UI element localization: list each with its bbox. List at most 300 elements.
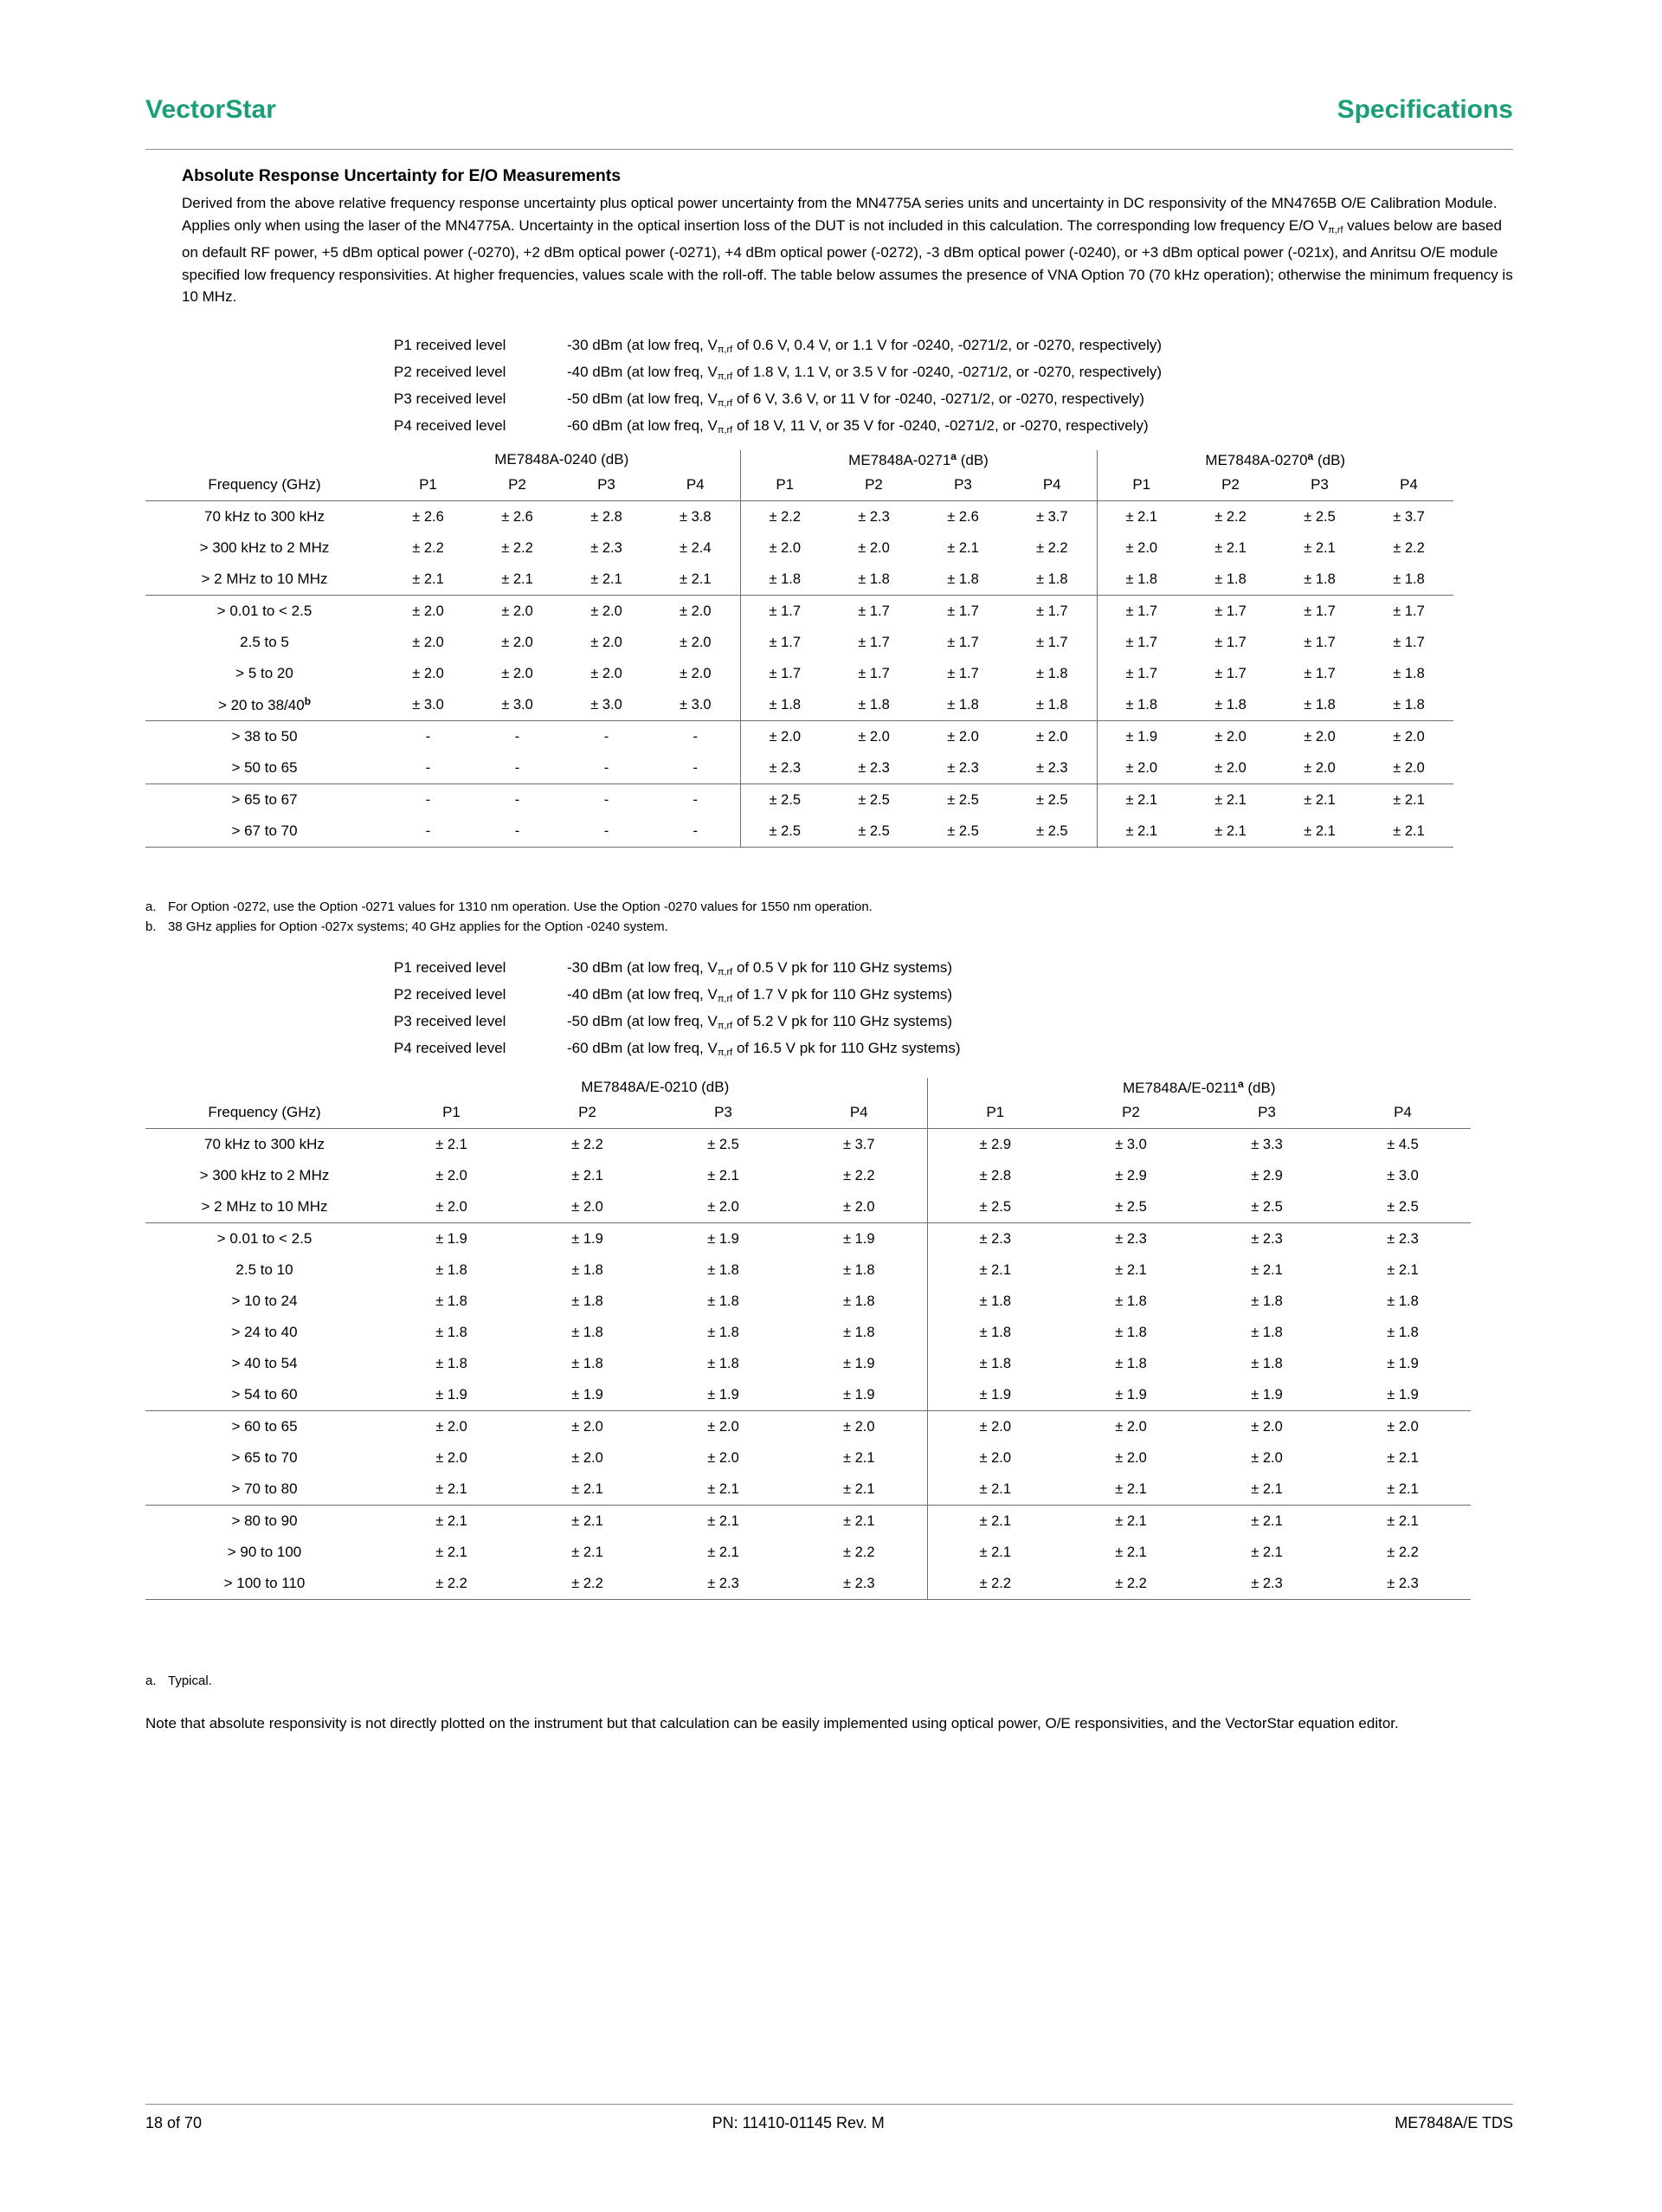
table-row <box>145 564 1453 596</box>
table-cell: ± 2.1 <box>383 564 473 596</box>
spec-table <box>145 1078 1471 1600</box>
table-cell: ± 2.3 <box>1251 1230 1283 1247</box>
table-cell: ± 1.7 <box>1097 596 1186 628</box>
table-cell: ± 1.7 <box>1393 603 1425 619</box>
received-level-label: P2 received level <box>394 364 506 380</box>
table-group-header: ME7848A/E-0210 (dB) <box>581 1079 730 1095</box>
table-cell: ± 1.8 <box>927 1348 1063 1379</box>
table-cell: ± 4.5 <box>1387 1136 1419 1152</box>
table-cell: ± 2.1 <box>383 1474 519 1506</box>
table-cell: ± 2.9 <box>1115 1167 1147 1183</box>
table-cell: ± 3.0 <box>473 689 562 721</box>
table-cell: ± 2.5 <box>858 791 890 808</box>
table-column-header: P4 <box>651 469 740 501</box>
table-cell: ± 2.2 <box>519 1568 655 1600</box>
table-frequency-cell: > 54 to 60 <box>145 1379 383 1411</box>
table-cell: ± 3.7 <box>1035 508 1068 525</box>
received-level-value: -30 dBm (at low freq, $V_{\pi,rf}$ of 0.5 V pk for 110 GHz systems) <box>567 959 953 977</box>
table-row <box>145 1537 1471 1568</box>
table-cell: ± 1.9 <box>927 1379 1063 1411</box>
table-cell: ± 2.0 <box>655 1191 791 1223</box>
received-level-value: -30 dBm (at low freq, $V_{\pi,rf}$ of 0.6 V, 0.4 V, or 1.1 V for -0240, -0271/2, or -0270, respectively) <box>567 337 1163 355</box>
table-cell: ± 2.0 <box>842 1418 875 1435</box>
table-cell: ± 2.0 <box>571 1449 603 1466</box>
table-cell: ± 1.8 <box>1115 1324 1147 1340</box>
table-cell: ± 2.5 <box>918 816 1008 848</box>
table-cell: ± 1.7 <box>1214 634 1246 650</box>
table-cell: ± 2.0 <box>501 634 533 650</box>
table-cell: ± 1.8 <box>1251 1324 1283 1340</box>
table-cell: ± 2.1 <box>651 564 740 596</box>
table-frequency-cell: > 300 kHz to 2 MHz <box>199 1167 330 1183</box>
table-cell: ± 2.1 <box>1097 784 1186 816</box>
table-cell: ± 1.9 <box>1199 1379 1335 1411</box>
table-cell: ± 2.1 <box>791 1474 927 1506</box>
table-cell: - <box>562 752 651 784</box>
table-cell: ± 2.3 <box>1335 1568 1471 1600</box>
closing-note: Note that absolute responsivity is not directly plotted on the instrument but that calculation can be easily implemented using optical power, O/E responsivities, and the VectorStar equation editor. <box>145 1715 1399 1732</box>
table-cell: - <box>603 728 609 745</box>
table-cell: ± 2.1 <box>1335 1474 1471 1506</box>
table-cell: ± 2.1 <box>1063 1474 1199 1506</box>
table-column-header: P2 <box>519 1097 655 1129</box>
table-row <box>145 1129 1471 1161</box>
table-cell: ± 1.7 <box>1097 627 1186 658</box>
table-cell: ± 2.1 <box>1115 1512 1147 1529</box>
table-column-header: P1 <box>740 469 829 501</box>
section-title-header: Specifications <box>1337 95 1513 124</box>
page-header <box>145 95 1513 125</box>
table-cell: ± 2.1 <box>1199 1474 1335 1506</box>
table-frequency-cell: > 5 to 20 <box>235 665 293 681</box>
table-column-header: P4 <box>1335 1097 1471 1129</box>
footnote-marker: b. <box>145 919 157 934</box>
table-cell: ± 2.2 <box>842 1544 875 1560</box>
table-column-header: P1 <box>927 1097 1063 1129</box>
table-cell: ± 1.8 <box>1186 564 1275 596</box>
footer-divider <box>145 2104 1513 2105</box>
table-cell: ± 2.0 <box>571 1418 603 1435</box>
table-cell: ± 1.9 <box>1335 1379 1471 1411</box>
table-cell: ± 2.2 <box>571 1136 603 1152</box>
table-cell: ± 2.3 <box>1115 1230 1147 1247</box>
table-cell: ± 2.1 <box>1251 1261 1283 1278</box>
table-cell: ± 2.2 <box>1387 1544 1419 1560</box>
table-cell: ± 2.1 <box>1304 791 1336 808</box>
table-cell: ± 2.1 <box>927 1537 1063 1568</box>
table-cell: - <box>603 791 609 808</box>
received-level-label: P1 received level <box>394 337 506 353</box>
table-cell: ± 1.8 <box>1364 564 1453 596</box>
footer-page-number: 18 of 70 <box>145 2114 203 2131</box>
table-cell: ± 2.1 <box>927 1506 1063 1538</box>
table-cell: ± 1.7 <box>740 658 829 689</box>
table-cell: ± 2.1 <box>947 539 979 556</box>
table-cell: ± 2.1 <box>842 1449 875 1466</box>
table-cell: ± 2.1 <box>707 1167 739 1183</box>
table-cell: ± 1.9 <box>707 1230 739 1247</box>
table-cell: ± 1.9 <box>1063 1379 1199 1411</box>
received-level-row <box>394 957 961 983</box>
table-cell: ± 1.8 <box>1393 665 1425 681</box>
table-frequency-cell: > 65 to 70 <box>231 1449 298 1466</box>
table-frequency-cell: > 60 to 65 <box>231 1418 298 1435</box>
table-cell: ± 2.2 <box>412 539 444 556</box>
table-cell: ± 1.7 <box>858 603 890 619</box>
table-cell: ± 1.7 <box>1214 603 1246 619</box>
table-cell: ± 2.1 <box>1097 501 1186 533</box>
table-cell: ± 1.8 <box>571 1261 603 1278</box>
table-cell: ± 2.1 <box>473 564 562 596</box>
table-cell: ± 2.0 <box>1251 1418 1283 1435</box>
intro-text-part2: values below are based on default RF power, +5 dBm optical power (-0270), +2 dBm optical power (-0271), +4 dBm optical power (-0272), -3 dBm optical power (-0240), or +3 dBm optical power (-021x), and Anritsu O/E module specified low frequency responsivities. At higher frequencies, values scale with the roll-off. The table below assumes the presence of VNA Option 70 (70 kHz operation); otherwise the minimum frequency is 10 MHz. <box>182 216 1513 305</box>
table-cell: ± 2.5 <box>927 1191 1063 1223</box>
table-cell: ± 2.3 <box>858 508 890 525</box>
table-cell: - <box>473 752 562 784</box>
received-levels-block-1 <box>394 334 1162 442</box>
received-level-label: P4 received level <box>394 417 506 434</box>
table-group-header: ME7848A-0270$^a$ (dB) <box>1097 450 1453 469</box>
table-column-header: P1 <box>383 469 473 501</box>
received-level-value: -50 dBm (at low freq, $V_{\pi,rf}$ of 5.2 V pk for 110 GHz systems) <box>567 1013 953 1031</box>
table-cell: ± 2.8 <box>590 508 622 525</box>
table-cell: ± 1.9 <box>1387 1355 1419 1371</box>
table-cell: ± 1.8 <box>1387 1293 1419 1309</box>
footer-document-id: ME7848A/E TDS <box>1395 2114 1513 2131</box>
table-cell: ± 1.8 <box>1097 689 1186 721</box>
table-cell: ± 2.1 <box>1214 539 1246 556</box>
table-cell: ± 2.3 <box>1008 752 1097 784</box>
table-cell: ± 2.0 <box>412 665 444 681</box>
table-frequency-cell: > 67 to 70 <box>145 816 383 848</box>
table-column-header: P3 <box>1199 1097 1335 1129</box>
table-frequency-cell: > 50 to 65 <box>145 752 383 784</box>
footnote-marker: a. <box>145 900 157 914</box>
received-level-label: P4 received level <box>394 1040 506 1056</box>
table-cell: ± 1.7 <box>858 665 890 681</box>
table-cell: ± 1.8 <box>1251 1293 1283 1309</box>
table-row <box>145 501 1453 533</box>
table-frequency-cell: > 0.01 to < 2.5 <box>216 1230 312 1247</box>
table-cell: ± 1.7 <box>947 603 979 619</box>
footnote-marker: a. <box>145 1674 157 1688</box>
table-cell: - <box>383 752 473 784</box>
table-cell: ± 1.7 <box>1097 658 1186 689</box>
table-row <box>145 1191 1471 1223</box>
table-cell: ± 1.8 <box>1251 1355 1283 1371</box>
table-cell: ± 2.3 <box>740 752 829 784</box>
table-cell: ± 2.0 <box>1214 728 1246 745</box>
table-cell: ± 1.8 <box>571 1355 603 1371</box>
table-cell: ± 1.8 <box>1008 564 1097 596</box>
table-cell: ± 2.0 <box>740 532 829 564</box>
spec-table <box>145 450 1453 848</box>
table-cell: ± 1.8 <box>1275 564 1364 596</box>
table-row <box>145 627 1453 658</box>
table-cell: - <box>651 816 740 848</box>
table-cell: ± 2.2 <box>383 1568 519 1600</box>
table-cell: ± 2.0 <box>947 728 979 745</box>
table-cell: ± 3.0 <box>1115 1136 1147 1152</box>
table-cell: ± 2.2 <box>740 501 829 533</box>
table-cell: ± 1.8 <box>927 1286 1063 1317</box>
table-cell: ± 1.8 <box>571 1324 603 1340</box>
table-cell: ± 2.1 <box>1186 816 1275 848</box>
table-cell: ± 3.0 <box>562 689 651 721</box>
table-cell: ± 2.1 <box>842 1512 875 1529</box>
received-level-row <box>394 983 961 1010</box>
table-cell: ± 3.3 <box>1251 1136 1283 1152</box>
table-cell: ± 2.9 <box>1251 1167 1283 1183</box>
table-cell: ± 1.7 <box>1304 603 1336 619</box>
table-cell: ± 1.8 <box>842 1261 875 1278</box>
received-level-row <box>394 415 1162 442</box>
table-cell: ± 2.3 <box>829 752 918 784</box>
table-column-header: P4 <box>791 1097 927 1129</box>
table-cell: ± 2.1 <box>571 1544 603 1560</box>
table-cell: ± 1.8 <box>1097 564 1186 596</box>
table-cell: ± 1.7 <box>947 634 979 650</box>
table-row <box>145 1379 1471 1411</box>
table-cell: ± 1.7 <box>740 627 829 658</box>
table-cell: ± 2.5 <box>1063 1191 1199 1223</box>
table-cell: ± 2.0 <box>412 603 444 619</box>
table-cell: ± 1.7 <box>1214 665 1246 681</box>
table-frequency-cell: > 40 to 54 <box>231 1355 298 1371</box>
table-cell: ± 2.1 <box>571 1167 603 1183</box>
table-cell: - <box>514 728 520 745</box>
table-cell: ± 1.8 <box>740 689 829 721</box>
table-cell: ± 2.0 <box>501 665 533 681</box>
table-cell: ± 2.0 <box>1393 728 1425 745</box>
footnote-text: 38 GHz applies for Option -027x systems; 40 GHz applies for the Option -0240 system. <box>168 919 668 934</box>
table-cell: ± 2.0 <box>740 721 829 753</box>
table-cell: ± 2.2 <box>1214 508 1246 525</box>
table-cell: ± 1.8 <box>435 1293 467 1309</box>
table-cell: ± 2.0 <box>1275 752 1364 784</box>
table-cell: ± 3.0 <box>1387 1167 1419 1183</box>
table-cell: ± 2.0 <box>519 1191 655 1223</box>
table-cell: ± 2.0 <box>679 603 712 619</box>
table-cell: - <box>473 816 562 848</box>
table-cell: ± 2.0 <box>435 1418 467 1435</box>
table-cell: ± 2.9 <box>927 1129 1063 1161</box>
table-cell: ± 2.3 <box>655 1568 791 1600</box>
table-frequency-cell: 70 kHz to 300 kHz <box>204 508 325 525</box>
table-group-header-row <box>145 450 1453 469</box>
table-group-header-row <box>145 1078 1471 1097</box>
table-frequency-cell: > 2 MHz to 10 MHz <box>145 564 383 596</box>
table-cell: ± 2.0 <box>858 539 890 556</box>
table-cell: ± 1.8 <box>707 1355 739 1371</box>
table-cell: ± 1.8 <box>435 1261 467 1278</box>
table-cell: ± 1.8 <box>435 1355 467 1371</box>
table-row <box>145 596 1453 628</box>
table-cell: ± 2.0 <box>435 1167 467 1183</box>
footnote <box>145 897 873 917</box>
table-cell: ± 2.1 <box>1115 1261 1147 1278</box>
table-cell: ± 1.9 <box>519 1379 655 1411</box>
received-level-value: -60 dBm (at low freq, $V_{\pi,rf}$ of 18 V, 11 V, or 35 V for -0240, -0271/2, or -0270, respectively) <box>567 417 1149 435</box>
table-cell: ± 2.0 <box>1097 532 1186 564</box>
table-cell: ± 2.0 <box>927 1442 1063 1474</box>
table-cell: - <box>692 791 698 808</box>
table-cell: - <box>692 728 698 745</box>
received-level-value: -60 dBm (at low freq, $V_{\pi,rf}$ of 16.5 V pk for 110 GHz systems) <box>567 1040 961 1058</box>
table-row <box>145 1286 1471 1317</box>
table-cell: - <box>651 752 740 784</box>
received-level-label: P2 received level <box>394 986 506 1003</box>
table-cell: ± 1.8 <box>927 1317 1063 1348</box>
table-frequency-cell: > 24 to 40 <box>231 1324 298 1340</box>
table-cell: - <box>425 728 431 745</box>
received-level-row <box>394 1037 961 1064</box>
table-row <box>145 1506 1471 1538</box>
table-row <box>145 658 1453 689</box>
table-cell: ± 1.8 <box>918 689 1008 721</box>
table-cell: ± 1.8 <box>918 564 1008 596</box>
table-frequency-cell: > 300 kHz to 2 MHz <box>199 539 330 556</box>
table-cell: ± 2.0 <box>791 1191 927 1223</box>
table-frequency-header: Frequency (GHz) <box>145 469 383 501</box>
table-cell: ± 2.3 <box>927 1223 1063 1255</box>
table-cell: ± 1.7 <box>1304 665 1336 681</box>
received-levels-block-2 <box>394 957 961 1064</box>
table-cell: ± 2.2 <box>927 1568 1063 1600</box>
table-column-header: P3 <box>918 469 1008 501</box>
header-divider <box>145 149 1513 150</box>
received-level-label: P3 received level <box>394 390 506 407</box>
intro-subscript: π,rf <box>1328 224 1343 235</box>
table-cell: ± 2.1 <box>1251 1512 1283 1529</box>
table-cell: ± 2.0 <box>679 665 712 681</box>
footnote <box>145 1671 212 1691</box>
table-cell: ± 2.1 <box>1364 816 1453 848</box>
table-row <box>145 752 1453 784</box>
table-cell: ± 2.2 <box>1035 539 1068 556</box>
table-row <box>145 1442 1471 1474</box>
table-row <box>145 1317 1471 1348</box>
page-title: Absolute Response Uncertainty for E/O Measurements <box>182 166 622 185</box>
table-cell: ± 1.7 <box>1393 634 1425 650</box>
table-row <box>145 1348 1471 1379</box>
table-cell: ± 2.0 <box>501 603 533 619</box>
table-column-header: P3 <box>1275 469 1364 501</box>
table-frequency-cell: > 20 to 38/40$^b$ <box>145 689 383 721</box>
table-cell: ± 2.3 <box>791 1568 927 1600</box>
table-row <box>145 1254 1471 1286</box>
table-cell: ± 2.1 <box>435 1136 467 1152</box>
table-column-header: P1 <box>383 1097 519 1129</box>
received-level-value: -40 dBm (at low freq, $V_{\pi,rf}$ of 1.7 V pk for 110 GHz systems) <box>567 986 953 1004</box>
table-cell: ± 1.8 <box>1115 1293 1147 1309</box>
table-cell: ± 2.0 <box>590 603 622 619</box>
table-column-header: P1 <box>1097 469 1186 501</box>
table-column-header: P3 <box>655 1097 791 1129</box>
table-cell: ± 3.7 <box>1393 508 1425 525</box>
table-cell: ± 2.5 <box>829 816 918 848</box>
table-cell: ± 2.0 <box>707 1418 739 1435</box>
table-cell: - <box>425 791 431 808</box>
table-cell: ± 1.9 <box>1097 721 1186 753</box>
page-footer <box>145 2114 1513 2132</box>
table-row <box>145 721 1453 753</box>
table-cell: ± 1.8 <box>1008 689 1097 721</box>
table-row <box>145 784 1453 816</box>
table-cell: ± 2.1 <box>707 1512 739 1529</box>
table-cell: ± 2.1 <box>435 1512 467 1529</box>
table-cell: ± 1.8 <box>435 1324 467 1340</box>
table-cell: ± 1.8 <box>707 1261 739 1278</box>
table-eo-0240-0271-0270 <box>145 450 1453 848</box>
table-cell: ± 2.1 <box>927 1254 1063 1286</box>
table-row <box>145 689 1453 721</box>
table-cell: ± 1.7 <box>1035 634 1068 650</box>
table-cell: ± 2.4 <box>679 539 712 556</box>
table-row <box>145 532 1453 564</box>
table-cell: ± 1.8 <box>1186 689 1275 721</box>
table-cell: ± 2.0 <box>1364 752 1453 784</box>
table-column-header: P2 <box>1186 469 1275 501</box>
table-cell: ± 2.1 <box>655 1474 791 1506</box>
table-column-header-row <box>145 1097 1471 1129</box>
table-cell: ± 2.1 <box>1387 1449 1419 1466</box>
table-cell: ± 1.7 <box>740 596 829 628</box>
table-group-header: ME7848A-0271$^a$ (dB) <box>740 450 1097 469</box>
table-cell: ± 2.0 <box>383 1191 519 1223</box>
table-frequency-cell: 2.5 to 5 <box>240 634 289 650</box>
table1-footnotes <box>145 897 873 937</box>
table-cell: ± 2.0 <box>590 634 622 650</box>
table-cell: ± 2.1 <box>1304 539 1336 556</box>
table-column-header: P4 <box>1008 469 1097 501</box>
table-cell: ± 1.8 <box>1115 1355 1147 1371</box>
table-cell: ± 2.5 <box>1335 1191 1471 1223</box>
table-cell: ± 3.0 <box>651 689 740 721</box>
footnote <box>145 917 873 937</box>
table-cell: ± 2.1 <box>562 564 651 596</box>
table-cell: ± 1.8 <box>1364 689 1453 721</box>
table-column-header: P2 <box>473 469 562 501</box>
table-cell: ± 2.1 <box>707 1544 739 1560</box>
table-frequency-cell: > 90 to 100 <box>227 1544 302 1560</box>
table-cell: ± 2.0 <box>1387 1418 1419 1435</box>
table-frequency-cell: > 0.01 to < 2.5 <box>216 603 312 619</box>
table-cell: ± 1.8 <box>829 564 918 596</box>
table-cell: - <box>514 791 520 808</box>
table-cell: ± 2.6 <box>501 508 533 525</box>
table-row <box>145 1160 1471 1191</box>
table-cell: ± 2.1 <box>1387 1261 1419 1278</box>
table-cell: ± 2.0 <box>679 634 712 650</box>
brand-title: VectorStar <box>145 95 277 124</box>
received-level-value: -50 dBm (at low freq, $V_{\pi,rf}$ of 6 V, 3.6 V, or 11 V for -0240, -0271/2, or -0270, respectively) <box>567 390 1144 409</box>
received-level-label: P1 received level <box>394 959 506 976</box>
table-cell: ± 1.9 <box>435 1230 467 1247</box>
table-frequency-cell: > 65 to 67 <box>231 791 298 808</box>
received-level-label: P3 received level <box>394 1013 506 1029</box>
table-cell: ± 1.8 <box>842 1324 875 1340</box>
table-cell: ± 2.1 <box>1275 816 1364 848</box>
table-cell: - <box>562 816 651 848</box>
table-cell: ± 2.0 <box>1186 752 1275 784</box>
table-row <box>145 1411 1471 1443</box>
table-frequency-cell: > 100 to 110 <box>145 1568 383 1600</box>
table-cell: ± 2.1 <box>435 1544 467 1560</box>
table-cell: ± 2.0 <box>927 1411 1063 1443</box>
table-cell: ± 1.7 <box>947 665 979 681</box>
table-cell: ± 2.2 <box>501 539 533 556</box>
